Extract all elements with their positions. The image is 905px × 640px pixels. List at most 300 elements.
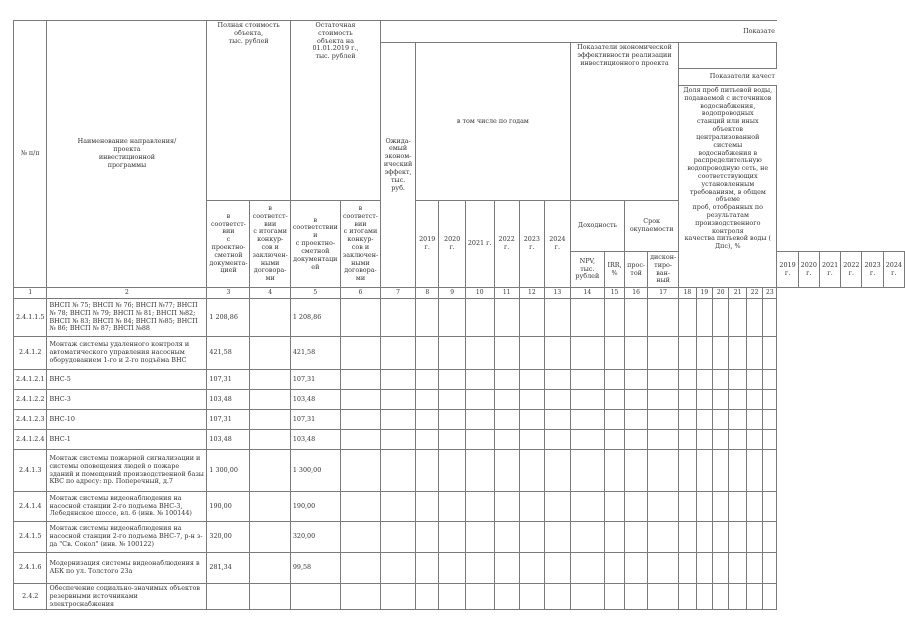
col-number: 2 [47, 288, 207, 299]
table-cell [679, 553, 697, 584]
header-payback-simple: прос- той [625, 252, 648, 288]
row-name: Монтаж системы видеонаблюдения на насосной станции 2-го подъема ВНС-7, р-н з-да "Св. Сокол" (инв. № 100122) [47, 522, 207, 553]
header-econ-efficiency: Показатели экономической эффективности реализации инвестиционного проекта [570, 43, 678, 201]
table-cell [439, 430, 465, 450]
row-full-cost-estimate [207, 584, 250, 610]
table-cell [763, 370, 777, 390]
row-full-cost-estimate: 107,31 [207, 410, 250, 430]
table-cell [696, 299, 712, 337]
row-name: ВНС-5 [47, 370, 207, 390]
table-cell [544, 410, 570, 430]
table-cell [250, 430, 290, 450]
header-income: Доходность [570, 201, 624, 252]
table-cell [729, 430, 747, 450]
table-cell [763, 410, 777, 430]
col-number: 18 [679, 288, 697, 299]
table-cell [250, 390, 290, 410]
table-cell [604, 584, 624, 610]
table-cell [570, 492, 604, 522]
table-cell [604, 450, 624, 492]
table-cell [625, 522, 648, 553]
row-full-cost-estimate: 281,34 [207, 553, 250, 584]
row-residual-cost-estimate: 107,31 [290, 410, 340, 430]
table-cell [439, 390, 465, 410]
table-cell [729, 337, 747, 370]
table-cell [250, 492, 290, 522]
table-cell [519, 430, 544, 450]
table-cell [713, 337, 729, 370]
table-cell [746, 584, 762, 610]
table-cell [519, 584, 544, 610]
table-cell [763, 492, 777, 522]
col-number: 13 [544, 288, 570, 299]
header-q-year-2024: 2024 г. [883, 252, 904, 288]
table-cell [250, 370, 290, 390]
table-cell [625, 299, 648, 337]
row-residual-cost-estimate: 107,31 [290, 370, 340, 390]
table-row [14, 299, 905, 337]
row-name: Обеспечение социально-значимых объектов резервными источниками электроснабжения [47, 584, 207, 610]
table-cell [250, 522, 290, 553]
table-cell [519, 299, 544, 337]
table-cell [340, 553, 380, 584]
table-cell [648, 337, 679, 370]
table-cell [439, 299, 465, 337]
table-cell [746, 450, 762, 492]
table-cell [713, 410, 729, 430]
col-number: 17 [648, 288, 679, 299]
header-q-year-2020: 2020 г. [798, 252, 819, 288]
table-cell [494, 390, 519, 410]
table-cell [746, 410, 762, 430]
table-cell [648, 390, 679, 410]
header-payback-discounted: дискон- тиро- ван- ный [648, 252, 679, 288]
table-cell [439, 410, 465, 430]
table-cell [570, 337, 604, 370]
header-irr: IRR, % [604, 252, 624, 288]
table-cell [648, 370, 679, 390]
row-code: 2.4.1.4 [14, 492, 47, 522]
row-code: 2.4.1.2.3 [14, 410, 47, 430]
table-cell [494, 337, 519, 370]
header-q-year-2023: 2023 г. [862, 252, 883, 288]
table-cell [381, 370, 416, 390]
table-cell [416, 584, 439, 610]
row-name: Монтаж системы видеонаблюдения на насосной станции 2-го подъема ВНС-3, Лебедянское шоссе, вл. 6 (инв. № 100144) [47, 492, 207, 522]
table-cell [604, 553, 624, 584]
header-q-year-2021: 2021 г. [819, 252, 840, 288]
table-row [14, 450, 905, 492]
table-cell [570, 450, 604, 492]
table-cell [570, 553, 604, 584]
header-year-2023: 2023 г. [519, 201, 544, 288]
row-code: 2.4.1.2 [14, 337, 47, 370]
table-cell [340, 522, 380, 553]
row-name: Монтаж системы удаленного контроля и автоматического управления насосным оборудованием 1-го и 2-го подъёма ВНС [47, 337, 207, 370]
header-water-share: Доля проб питьевой воды, подаваемой с источников водоснабжения, водопроводных станций или иных объектов централизованной системы водоснабжения в распределительную водопроводную сеть, не соответствующих установленным требованиям, в общем объеме проб, отобранных по результатам производственного контроля качества питьевой воды ( Дпс), % [679, 86, 777, 288]
table-cell [570, 390, 604, 410]
row-name: ВНС-3 [47, 390, 207, 410]
row-code: 2.4.1.1.5 [14, 299, 47, 337]
row-residual-cost-estimate: 320,00 [290, 522, 340, 553]
table-cell [465, 584, 494, 610]
table-cell [604, 492, 624, 522]
table-cell [519, 337, 544, 370]
table-cell [250, 450, 290, 492]
table-cell [648, 522, 679, 553]
table-cell [340, 410, 380, 430]
table-cell [416, 390, 439, 410]
row-full-cost-estimate: 103,48 [207, 430, 250, 450]
table-cell [604, 522, 624, 553]
table-cell [696, 370, 712, 390]
header-year-2022: 2022 г. [494, 201, 519, 288]
table-cell [544, 450, 570, 492]
col-number: 14 [570, 288, 604, 299]
row-name: ВНС-10 [47, 410, 207, 430]
table-cell [416, 299, 439, 337]
table-cell [494, 522, 519, 553]
table-cell [729, 299, 747, 337]
table-cell [439, 584, 465, 610]
table-cell [648, 430, 679, 450]
table-cell [713, 522, 729, 553]
table-cell [570, 584, 604, 610]
table-cell [381, 390, 416, 410]
table-cell [679, 390, 697, 410]
table-row [14, 553, 905, 584]
header-expected-effect: Ожида- емый эконом- ический эффект, тыс. руб. [381, 43, 416, 288]
table-cell [729, 370, 747, 390]
table-cell [729, 390, 747, 410]
table-cell [679, 492, 697, 522]
row-name: ВНСП № 75; ВНСП № 76; ВНСП №77; ВНСП № 78; ВНСП № 79; ВНСП № 81; ВНСП №82; ВНСП № 83; ВНСП № 84; ВНСП №85; ВНСП № 86; ВНСП № 87; ВНСП №88 [47, 299, 207, 337]
table-cell [465, 410, 494, 430]
header-full-cost: Полная стоимость объекта, тыс. рублей [207, 21, 290, 201]
table-cell [250, 299, 290, 337]
table-cell [729, 553, 747, 584]
table-cell [250, 584, 290, 610]
row-code: 2.4.1.2.1 [14, 370, 47, 390]
table-cell [679, 299, 697, 337]
header-residual-contract: в соответст- вии с итогами конкур- сов и заключен- ными договора- ми [340, 201, 380, 288]
header-full-cost-contract: в соответст- вии с итогами конкур- сов и заключен- ными договора- ми [250, 201, 290, 288]
table-cell [729, 410, 747, 430]
table-cell [544, 370, 570, 390]
table-cell [416, 492, 439, 522]
table-cell [381, 450, 416, 492]
table-cell [679, 337, 697, 370]
header-year-2021: 2021 г. [465, 201, 494, 288]
header-indicators: Показате [381, 21, 777, 43]
table-cell [544, 553, 570, 584]
table-cell [570, 430, 604, 450]
table-cell [381, 522, 416, 553]
col-number: 1 [14, 288, 47, 299]
table-cell [679, 584, 697, 610]
table-cell [729, 522, 747, 553]
table-cell [340, 337, 380, 370]
table-cell [340, 430, 380, 450]
header-num: № п/п [14, 21, 47, 288]
table-cell [729, 492, 747, 522]
table-cell [381, 430, 416, 450]
table-cell [494, 299, 519, 337]
table-cell [713, 430, 729, 450]
table-cell [763, 584, 777, 610]
table-cell [416, 370, 439, 390]
table-cell [519, 522, 544, 553]
header-year-2019: 2019 г. [416, 201, 439, 288]
row-residual-cost-estimate: 190,00 [290, 492, 340, 522]
table-cell [381, 492, 416, 522]
table-cell [604, 430, 624, 450]
table-cell [763, 299, 777, 337]
row-residual-cost-estimate: 103,48 [290, 390, 340, 410]
row-code: 2.4.1.5 [14, 522, 47, 553]
table-cell [625, 492, 648, 522]
header-q-year-2022: 2022 г. [841, 252, 862, 288]
table-cell [494, 584, 519, 610]
table-cell [746, 492, 762, 522]
col-number: 21 [729, 288, 747, 299]
table-cell [696, 584, 712, 610]
table-cell [679, 410, 697, 430]
row-residual-cost-estimate: 99,58 [290, 553, 340, 584]
col-number: 22 [746, 288, 762, 299]
table-cell [416, 553, 439, 584]
table-cell [729, 584, 747, 610]
investment-program-table [13, 20, 905, 610]
header-by-year: в том числе по годам [416, 43, 571, 201]
table-cell [439, 450, 465, 492]
table-cell [340, 450, 380, 492]
table-cell [494, 370, 519, 390]
table-cell [604, 390, 624, 410]
header-q-year-2019: 2019 г. [777, 252, 798, 288]
table-cell [416, 522, 439, 553]
table-cell [465, 337, 494, 370]
table-cell [494, 553, 519, 584]
table-cell [544, 584, 570, 610]
table-cell [713, 553, 729, 584]
col-number: 12 [519, 288, 544, 299]
table-cell [648, 492, 679, 522]
table-cell [250, 410, 290, 430]
row-code: 2.4.1.2.4 [14, 430, 47, 450]
table-cell [746, 370, 762, 390]
table-cell [713, 584, 729, 610]
table-body [14, 299, 905, 610]
header-full-cost-estimate: в соответст- вии с проектно- сметной документа- цией [207, 201, 250, 288]
col-number: 16 [625, 288, 648, 299]
table-cell [648, 410, 679, 430]
table-cell [713, 390, 729, 410]
table-cell [465, 370, 494, 390]
table-cell [465, 450, 494, 492]
row-full-cost-estimate: 1 300,00 [207, 450, 250, 492]
table-cell [439, 492, 465, 522]
col-number: 15 [604, 288, 624, 299]
table-cell [696, 410, 712, 430]
table-cell [763, 337, 777, 370]
table-cell [519, 390, 544, 410]
col-number: 7 [381, 288, 416, 299]
table-cell [465, 553, 494, 584]
table-cell [713, 492, 729, 522]
table-cell [465, 430, 494, 450]
table-cell [519, 450, 544, 492]
col-number: 23 [763, 288, 777, 299]
table-cell [763, 390, 777, 410]
table-cell [381, 299, 416, 337]
table-cell [416, 410, 439, 430]
header-residual-cost: Остаточная стоимость объекта на 01.01.2019 г., тыс. рублей [290, 21, 380, 201]
table-cell [713, 299, 729, 337]
table-row [14, 584, 905, 610]
table-cell [713, 450, 729, 492]
col-number: 20 [713, 288, 729, 299]
row-name: Монтаж системы пожарной сигнализации и системы оповещения людей о пожаре зданий и помещений производственной базы КВС по адресу: пр. Поперечный, д.7 [47, 450, 207, 492]
table-cell [746, 337, 762, 370]
row-code: 2.4.2 [14, 584, 47, 610]
row-full-cost-estimate: 103,48 [207, 390, 250, 410]
table-cell [625, 337, 648, 370]
table-cell [604, 337, 624, 370]
row-full-cost-estimate: 1 208,86 [207, 299, 250, 337]
col-number: 4 [250, 288, 290, 299]
table-cell [340, 492, 380, 522]
table-cell [729, 450, 747, 492]
table-cell [696, 390, 712, 410]
table-cell [648, 584, 679, 610]
table-cell [519, 370, 544, 390]
table-cell [544, 522, 570, 553]
table-cell [340, 370, 380, 390]
table-cell [465, 522, 494, 553]
table-cell [713, 370, 729, 390]
table-cell [544, 299, 570, 337]
table-cell [746, 390, 762, 410]
table-cell [648, 299, 679, 337]
col-number: 8 [416, 288, 439, 299]
table-cell [625, 584, 648, 610]
table-cell [696, 553, 712, 584]
table-cell [625, 390, 648, 410]
table-cell [465, 299, 494, 337]
table-row [14, 492, 905, 522]
table-cell [439, 522, 465, 553]
row-residual-cost-estimate: 103,48 [290, 430, 340, 450]
header-residual-estimate: в соответствии и с проектно- сметной документаци ей [290, 201, 340, 288]
table-cell [439, 337, 465, 370]
table-cell [604, 410, 624, 430]
table-row [14, 522, 905, 553]
table-row [14, 337, 905, 370]
table-cell [340, 584, 380, 610]
header-quality: Показатели качест [679, 69, 777, 86]
row-code: 2.4.1.3 [14, 450, 47, 492]
table-cell [763, 522, 777, 553]
table-cell [465, 390, 494, 410]
header-year-2020: 2020 г. [439, 201, 465, 288]
table-cell [519, 410, 544, 430]
table-cell [250, 337, 290, 370]
row-residual-cost-estimate: 1 208,86 [290, 299, 340, 337]
table-cell [696, 337, 712, 370]
table-cell [625, 430, 648, 450]
table-cell [625, 450, 648, 492]
table-cell [439, 553, 465, 584]
table-cell [625, 370, 648, 390]
table-cell [494, 492, 519, 522]
table-cell [340, 299, 380, 337]
table-cell [340, 390, 380, 410]
table-cell [416, 430, 439, 450]
table-cell [696, 522, 712, 553]
table-cell [746, 522, 762, 553]
header-name: Наименование направления/ проекта инвестиционной программы [47, 21, 207, 288]
table-cell [604, 370, 624, 390]
col-number: 10 [465, 288, 494, 299]
row-full-cost-estimate: 107,31 [207, 370, 250, 390]
row-residual-cost-estimate: 421,58 [290, 337, 340, 370]
table-row [14, 430, 905, 450]
table-cell [570, 299, 604, 337]
header-blank [679, 43, 777, 69]
table-cell [679, 450, 697, 492]
table-cell [679, 522, 697, 553]
table-cell [250, 553, 290, 584]
table-cell [381, 410, 416, 430]
table-cell [439, 370, 465, 390]
table-cell [679, 370, 697, 390]
header-year-2024: 2024 г. [544, 201, 570, 288]
col-number: 9 [439, 288, 465, 299]
row-residual-cost-estimate [290, 584, 340, 610]
row-full-cost-estimate: 190,00 [207, 492, 250, 522]
header-payback: Срок окупаемости [625, 201, 679, 252]
table-cell [696, 492, 712, 522]
table-cell [544, 337, 570, 370]
table-cell [746, 430, 762, 450]
row-name: ВНС-1 [47, 430, 207, 450]
table-cell [519, 492, 544, 522]
col-number: 3 [207, 288, 250, 299]
table-cell [544, 430, 570, 450]
col-number: 11 [494, 288, 519, 299]
table-cell [465, 492, 494, 522]
table-cell [570, 410, 604, 430]
table-cell [416, 450, 439, 492]
col-number: 5 [290, 288, 340, 299]
col-number: 6 [340, 288, 380, 299]
table-cell [494, 410, 519, 430]
row-full-cost-estimate: 320,00 [207, 522, 250, 553]
table-cell [604, 299, 624, 337]
table-cell [625, 553, 648, 584]
col-number: 19 [696, 288, 712, 299]
table-cell [570, 370, 604, 390]
row-full-cost-estimate: 421,58 [207, 337, 250, 370]
table-cell [679, 430, 697, 450]
table-cell [381, 553, 416, 584]
table-cell [696, 430, 712, 450]
table-cell [570, 522, 604, 553]
table-cell [381, 584, 416, 610]
header-npv: NPV, тыс. рублей [570, 252, 604, 288]
table-row [14, 410, 905, 430]
